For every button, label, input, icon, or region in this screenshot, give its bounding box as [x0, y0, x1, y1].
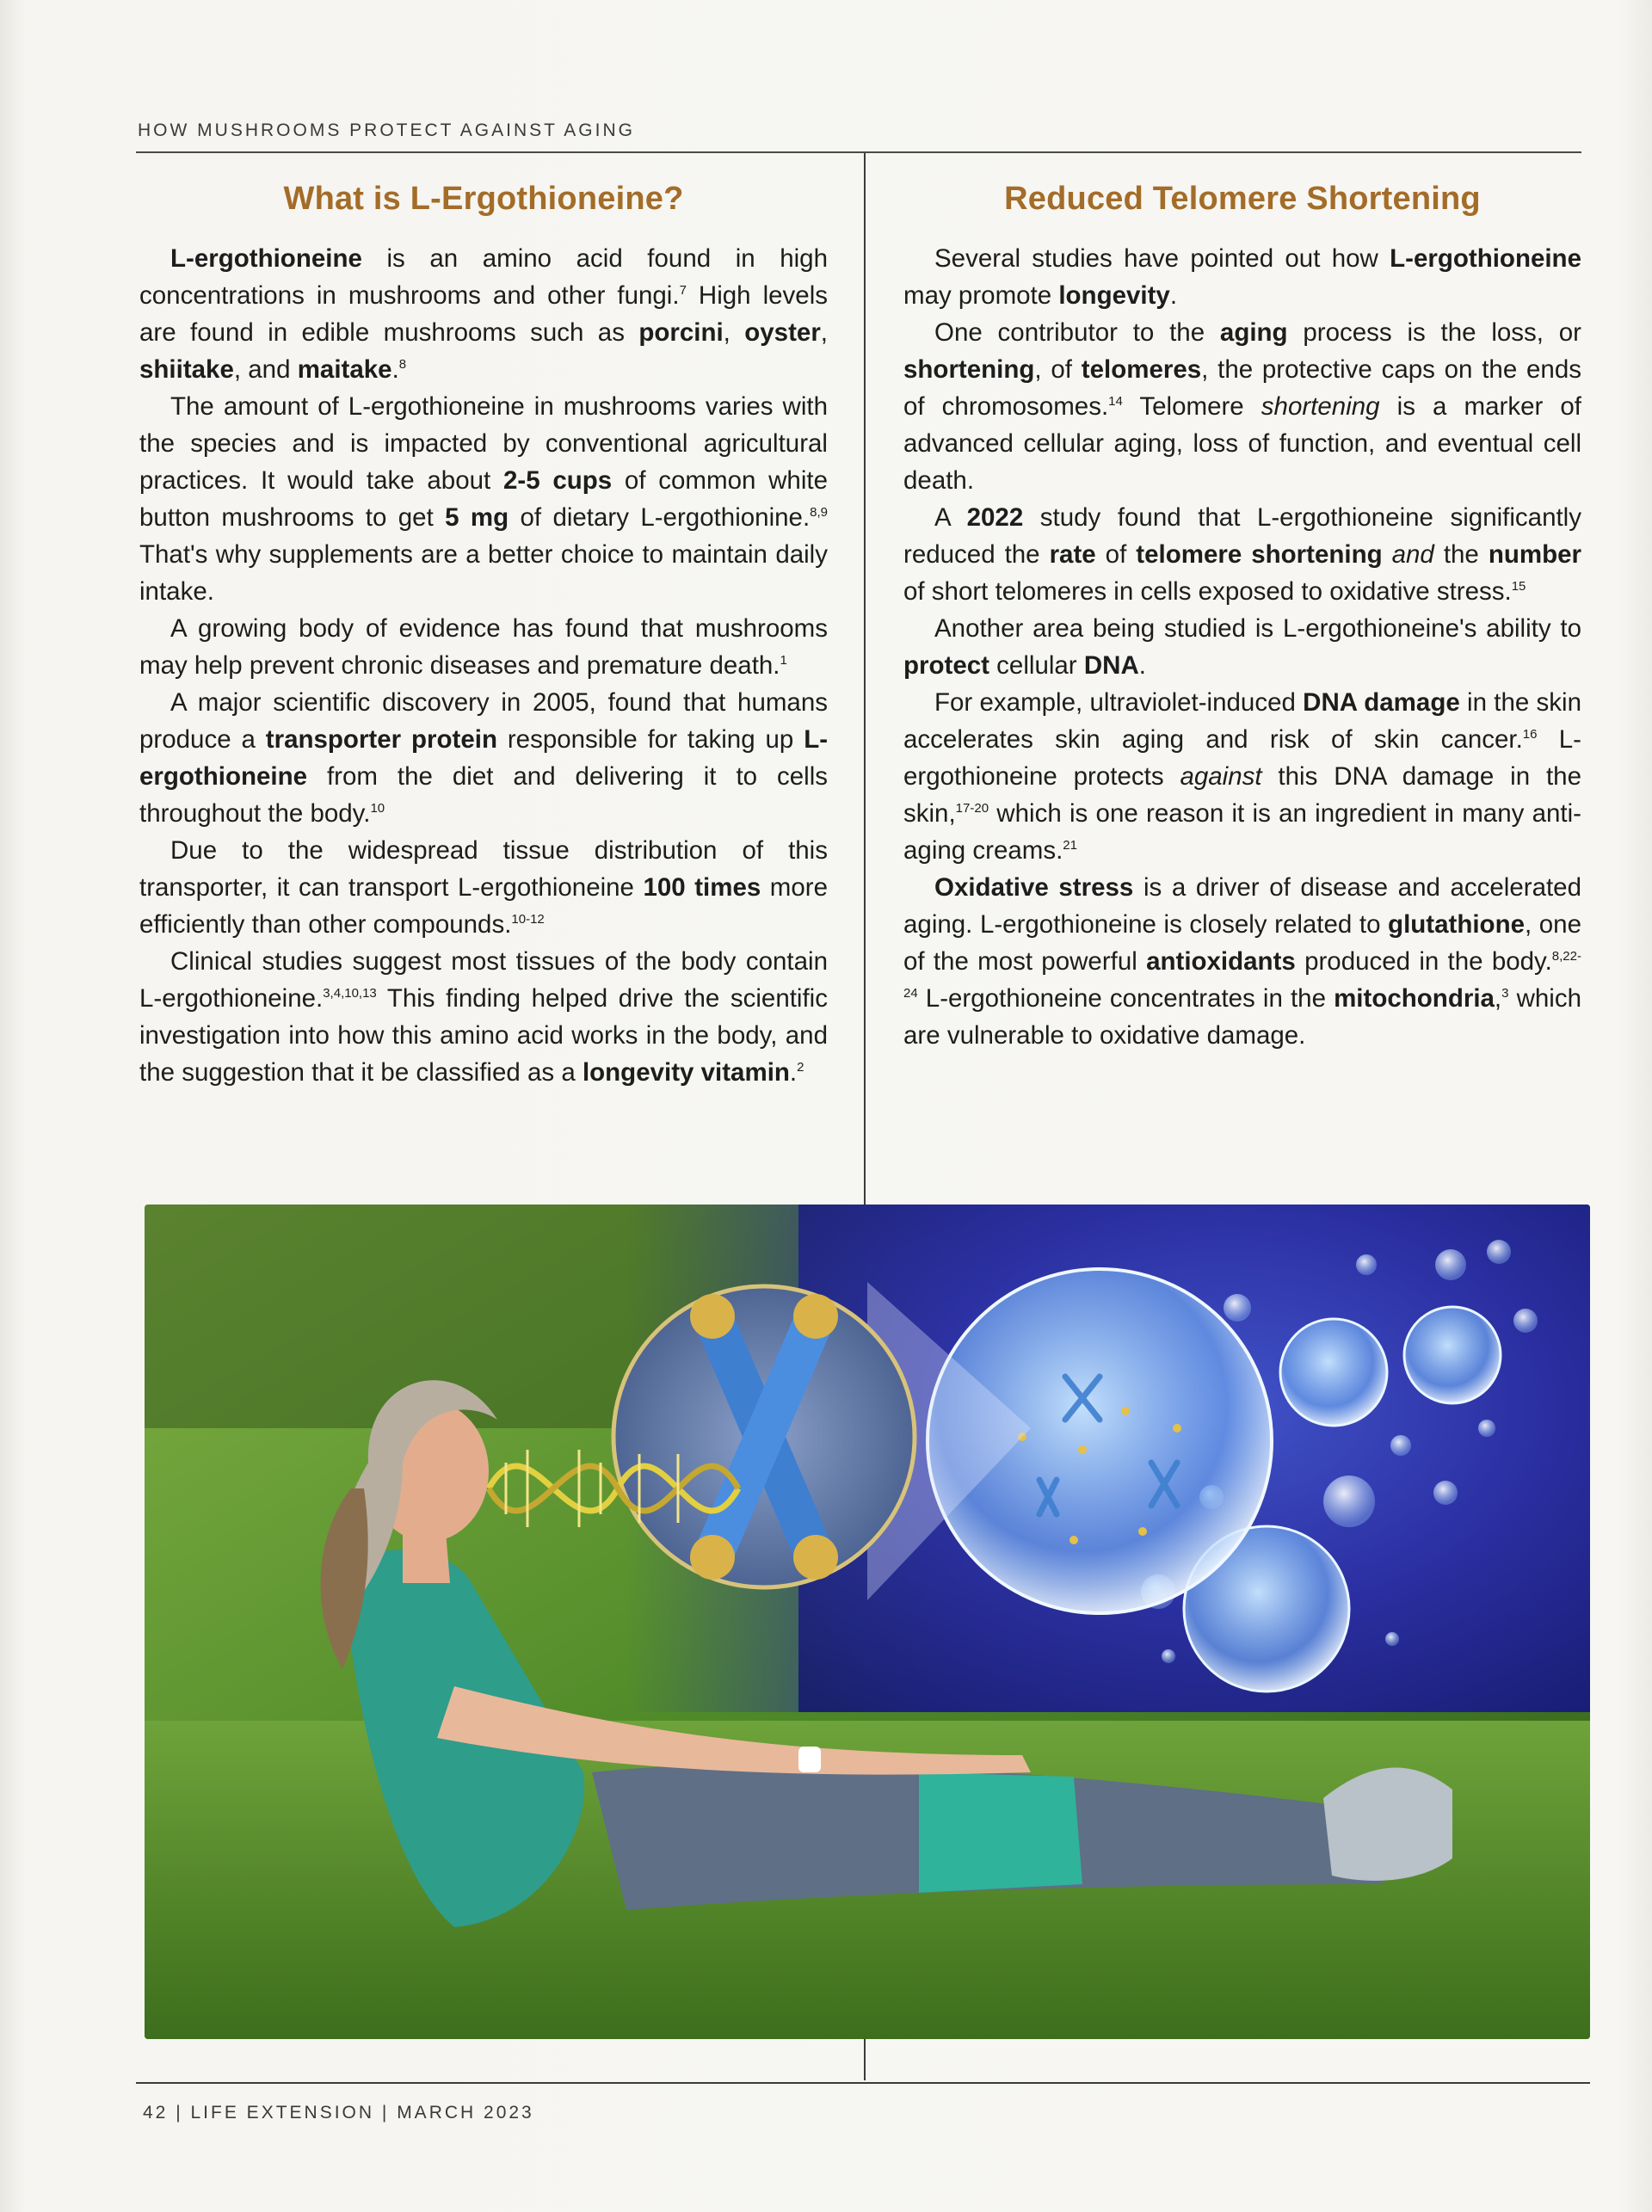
- running-head: HOW MUSHROOMS PROTECT AGAINST AGING: [138, 120, 635, 140]
- magazine-name: LIFE EXTENSION: [190, 2103, 375, 2123]
- paragraph: Several studies have pointed out how L-ergothioneine may promote longevity.: [903, 244, 1581, 310]
- left-column: [139, 181, 828, 1091]
- header-rule: [136, 151, 1581, 153]
- page-folio: [143, 2103, 534, 2123]
- issue-date: MARCH 2023: [397, 2103, 534, 2123]
- left-heading: What is L-Ergothioneine?: [283, 181, 684, 217]
- paragraph: A major scientific discovery in 2005, found that humans produce a transporter protein responsible for taking up L-ergothioneine from the diet and delivering it to cells throughout the body.$^{10}$: [139, 688, 829, 828]
- page-number: 42: [143, 2103, 169, 2123]
- folio-separator: |: [381, 2103, 398, 2123]
- paragraph: Another area being studied is L-ergothioneine's ability to protect cellular DNA.: [903, 614, 1581, 680]
- right-heading: Reduced Telomere Shortening: [1004, 181, 1481, 217]
- paragraph: Due to the widespread tissue distribution of this transporter, it can transport L-ergothioneine 100 times more efficiently than other compounds.$^{10-12}$: [139, 836, 828, 939]
- paragraph: A 2022 study found that L-ergothioneine significantly reduced the rate of telomere shortening and the number of short telomeres in cells exposed to oxidative stress.$^{15}$: [903, 503, 1581, 606]
- photo-illustration: [145, 1205, 1590, 2039]
- right-column: [903, 181, 1581, 1054]
- paragraph: The amount of L-ergothioneine in mushrooms varies with the species and is impacted by conventional agricultural practices. It would take about 2-5 cups of common white button mushrooms to get 5 mg of dietary L-ergothionine.$^{8,9}$ That's why supplements are a better choice to maintain daily intake.: [139, 392, 828, 606]
- paragraph: For example, ultraviolet-induced DNA damage in the skin accelerates skin aging and risk of skin cancer.$^{16}$ L-ergothioneine protects against this DNA damage in the skin,$^{17-20}$ which is one reason it is an ingredient in many anti-aging creams.$^{21}$: [903, 688, 1582, 865]
- footer-rule: [136, 2082, 1590, 2084]
- paragraph: Oxidative stress is a driver of disease and accelerated aging. L-ergothioneine is closely related to glutathione, one of the most powerful antioxidants produced in the body.$^{8,22-24}$ L-ergothioneine concentrates in the mitochondria,$^3$ which are vulnerable to oxidative damage.: [903, 873, 1581, 1050]
- paragraph: Clinical studies suggest most tissues of the body contain L-ergothioneine.$^{3,4,10,13}$ This finding helped drive the scientific investigation into how this amino acid works in the body, and the suggestion that it be classified as a longevity vitamin.$^2$: [139, 947, 828, 1087]
- paragraph: A growing body of evidence has found that mushrooms may help prevent chronic diseases and premature death.$^1$: [139, 614, 828, 680]
- paragraph: One contributor to the aging process is the loss, or shortening, of telomeres, the protective caps on the ends of chromosomes.$^{14}$ Telomere shortening is a marker of advanced cellular aging, loss of function, and eventual cell death.: [903, 318, 1582, 495]
- folio-separator: |: [176, 2103, 191, 2123]
- paragraph: L-ergothioneine is an amino acid found in high concentrations in mushrooms and other fungi.$^7$ High levels are found in edible mushrooms such as porcini, oyster, shiitake, and maitake.$^8$: [139, 244, 829, 384]
- article-photo: [145, 1205, 1590, 2039]
